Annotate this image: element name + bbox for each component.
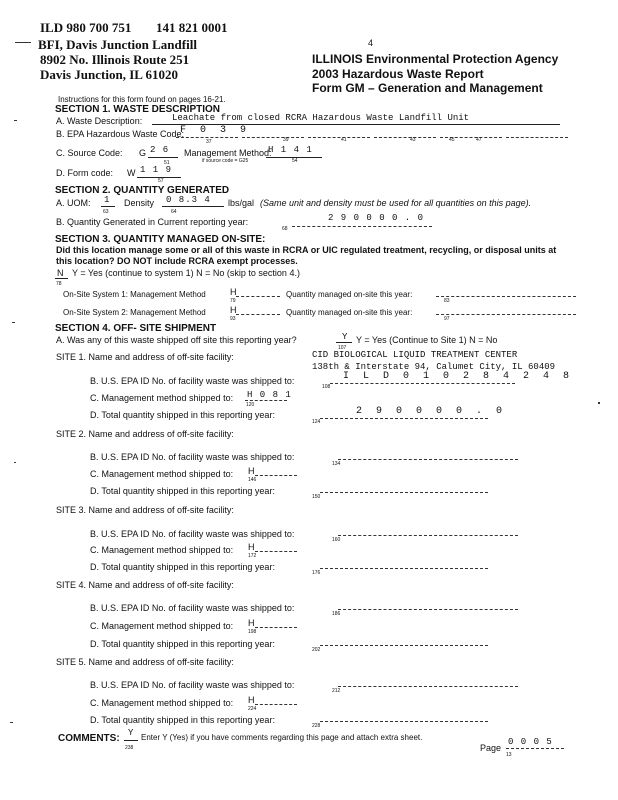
density-note: (Same unit and density must be used for all quantities on this page).	[260, 198, 532, 208]
site2-label: SITE 2. Name and address of off-site facility:	[56, 429, 234, 439]
field-number: 64	[171, 209, 177, 215]
site5-method-prefix: H	[248, 695, 255, 705]
management-method-value[interactable]: H 1 4 1	[268, 145, 313, 155]
section1-title: SECTION 1. WASTE DESCRIPTION	[55, 104, 221, 115]
field-number: 54	[292, 158, 298, 164]
field-number: 83	[444, 298, 450, 304]
field-number: 172	[248, 553, 257, 559]
site1-name[interactable]: CID BIOLOGICAL LIQUID TREATMENT CENTER	[312, 350, 518, 360]
field-number: 107	[338, 345, 347, 351]
epa-id: ILD 980 700 751	[40, 20, 132, 35]
source-code-value[interactable]: 2 6	[150, 145, 170, 155]
field-number: 160	[332, 537, 341, 543]
source-code-note: if source code = G25	[202, 158, 249, 164]
scan-speck	[12, 322, 15, 323]
field-number: 202	[312, 647, 321, 653]
site2-quantity-label: D. Total quantity shipped in this reporting year:	[90, 486, 275, 496]
field-number: 224	[248, 706, 257, 712]
onsite-system1-prefix: H	[230, 287, 237, 297]
form-code-value[interactable]: 1 1 9	[140, 165, 173, 175]
site4-method-prefix: H	[248, 618, 255, 628]
onsite-system2-qty-label: Quantity managed on-site this year:	[286, 308, 413, 317]
field-number: 228	[312, 723, 321, 729]
site5-method-label: C. Management method shipped to:	[90, 698, 234, 708]
onsite-question-line2: this location? DO NOT include RCRA exempt processes.	[56, 256, 298, 266]
field-number: 13	[506, 752, 512, 758]
quantity-generated-label: B. Quantity Generated in Current reporting year:	[56, 217, 249, 227]
site1-method-label: C. Management method shipped to:	[90, 393, 234, 403]
field-number: 146	[248, 477, 257, 483]
scan-speck	[10, 722, 13, 723]
form-code-label: D. Form code:	[56, 168, 114, 178]
comments-instructions: Enter Y (Yes) if you have comments regarding this page and attach extra sheet.	[141, 733, 423, 742]
field-number: 63	[103, 209, 109, 215]
field-number: 47	[476, 137, 482, 143]
offsite-answer[interactable]: Y	[342, 332, 349, 342]
onsite-system1-label: On-Site System 1: Management Method	[63, 290, 206, 299]
page-mark: 4	[368, 38, 374, 48]
scan-speck	[14, 120, 17, 121]
site5-label: SITE 5. Name and address of off-site facility:	[56, 657, 234, 667]
site3-epa-id-label: B. U.S. EPA ID No. of facility waste was shipped to:	[90, 529, 295, 539]
site1-epa-id-value[interactable]: I L D 0 1 0 2 8 4 2 4 8	[343, 371, 574, 382]
field-number: 93	[230, 316, 236, 322]
report-title: 2003 Hazardous Waste Report	[312, 67, 484, 81]
facility-name: BFI, Davis Junction Landfill	[38, 37, 197, 52]
field-number: 134	[332, 461, 341, 467]
waste-description-label: A. Waste Description:	[56, 116, 143, 126]
state-id: 141 821 0001	[156, 20, 228, 35]
site1-epa-id-label: B. U.S. EPA ID No. of facility waste was shipped to:	[90, 376, 295, 386]
field-number: 39	[283, 137, 289, 143]
onsite-answer-key: Y = Yes (continue to system 1) N = No (skip to section 4.)	[72, 268, 300, 278]
site1-label: SITE 1. Name and address of off-site facility:	[56, 352, 234, 362]
instructions-note: Instructions for this form found on pages 16-21.	[58, 95, 226, 104]
scan-speck	[14, 462, 16, 463]
field-number: 41	[341, 137, 347, 143]
facility-city: Davis Junction, IL 61020	[40, 67, 178, 82]
site1-method-value[interactable]: H 0 8 1	[247, 390, 292, 400]
field-number: 212	[332, 688, 341, 694]
site4-label: SITE 4. Name and address of off-site facility:	[56, 580, 234, 590]
field-number: 150	[312, 494, 321, 500]
site2-method-label: C. Management method shipped to:	[90, 469, 234, 479]
page-label: Page	[480, 743, 502, 753]
comments-label: COMMENTS:	[58, 733, 120, 744]
field-number: 176	[312, 570, 321, 576]
site2-epa-id-label: B. U.S. EPA ID No. of facility waste was shipped to:	[90, 452, 295, 462]
site1-address[interactable]: 138th & Interstate 94, Calumet City, IL 60409	[312, 362, 556, 372]
site4-epa-id-label: B. U.S. EPA ID No. of facility waste was shipped to:	[90, 603, 295, 613]
site1-quantity-value[interactable]: 2 9 0 0 0 0 . 0	[356, 406, 507, 417]
field-number: 51	[164, 160, 170, 166]
onsite-system2-prefix: H	[230, 305, 237, 315]
density-value[interactable]: 0 8.3 4	[166, 195, 211, 205]
page-number-value[interactable]: 0 0 0 5	[508, 737, 553, 747]
field-number: 97	[444, 316, 450, 322]
facility-street: 8902 No. Illinois Route 251	[40, 52, 190, 67]
field-number: 68	[282, 226, 288, 232]
quantity-generated-value[interactable]: 2 9 0 0 0 0 . 0	[328, 213, 425, 223]
field-number: 124	[312, 419, 321, 425]
site3-method-label: C. Management method shipped to:	[90, 545, 234, 555]
onsite-question-line1: Did this location manage some or all of this waste in RCRA or UIC regulated treatment, recycling, or disposal units at	[56, 245, 557, 255]
site3-method-prefix: H	[248, 542, 255, 552]
source-code-label: C. Source Code:	[56, 148, 123, 158]
field-number: 238	[125, 745, 134, 751]
onsite-system1-qty-label: Quantity managed on-site this year:	[286, 290, 413, 299]
source-code-prefix: G	[139, 148, 147, 158]
epa-waste-code-value[interactable]: F 0 3 9	[180, 125, 251, 136]
form-code-prefix: W	[127, 168, 136, 178]
onsite-answer[interactable]: N	[57, 268, 64, 278]
density-unit: lbs/gal	[228, 198, 255, 208]
epa-waste-code-label: B. EPA Hazardous Waste Code:	[56, 129, 185, 139]
scan-speck	[598, 402, 600, 404]
field-number: 79	[230, 298, 236, 304]
field-number: 120	[246, 402, 255, 408]
onsite-system2-label: On-Site System 2: Management Method	[63, 308, 206, 317]
site5-epa-id-label: B. U.S. EPA ID No. of facility waste was shipped to:	[90, 680, 295, 690]
offsite-answer-key: Y = Yes (Continue to Site 1) N = No	[356, 335, 498, 345]
site3-quantity-label: D. Total quantity shipped in this reporting year:	[90, 562, 275, 572]
section3-title: SECTION 3. QUANTITY MANAGED ON-SITE:	[55, 234, 266, 245]
comments-value[interactable]: Y	[128, 728, 135, 738]
agency-name: ILLINOIS Environmental Protection Agency	[312, 52, 559, 66]
density-label: Density	[124, 198, 155, 208]
field-number: 78	[56, 281, 62, 287]
site1-quantity-label: D. Total quantity shipped in this reporting year:	[90, 410, 275, 420]
offsite-question: A. Was any of this waste shipped off site this reporting year?	[56, 335, 297, 345]
field-number: 108	[322, 384, 331, 390]
section4-title: SECTION 4. OFF- SITE SHIPMENT	[55, 323, 217, 334]
site3-label: SITE 3. Name and address of off-site facility:	[56, 505, 234, 515]
uom-label: A. UOM:	[56, 198, 91, 208]
field-number: 37	[206, 139, 212, 145]
site4-quantity-label: D. Total quantity shipped in this reporting year:	[90, 639, 275, 649]
management-method-label: Management Method:	[184, 148, 272, 158]
field-number: 45	[449, 137, 455, 143]
uom-value[interactable]: 1	[104, 195, 111, 205]
waste-description-value[interactable]: Leachate from closed RCRA Hazardous Waste Landfill Unit	[172, 113, 470, 123]
site2-method-prefix: H	[248, 466, 255, 476]
scan-mark	[15, 42, 31, 43]
field-number: 43	[410, 137, 416, 143]
field-number: 186	[332, 611, 341, 617]
section2-title: SECTION 2. QUANTITY GENERATED	[55, 185, 230, 196]
site4-method-label: C. Management method shipped to:	[90, 621, 234, 631]
form-title: Form GM – Generation and Management	[312, 81, 543, 95]
field-number: 57	[158, 178, 164, 184]
site5-quantity-label: D. Total quantity shipped in this reporting year:	[90, 715, 275, 725]
field-number: 198	[248, 629, 257, 635]
